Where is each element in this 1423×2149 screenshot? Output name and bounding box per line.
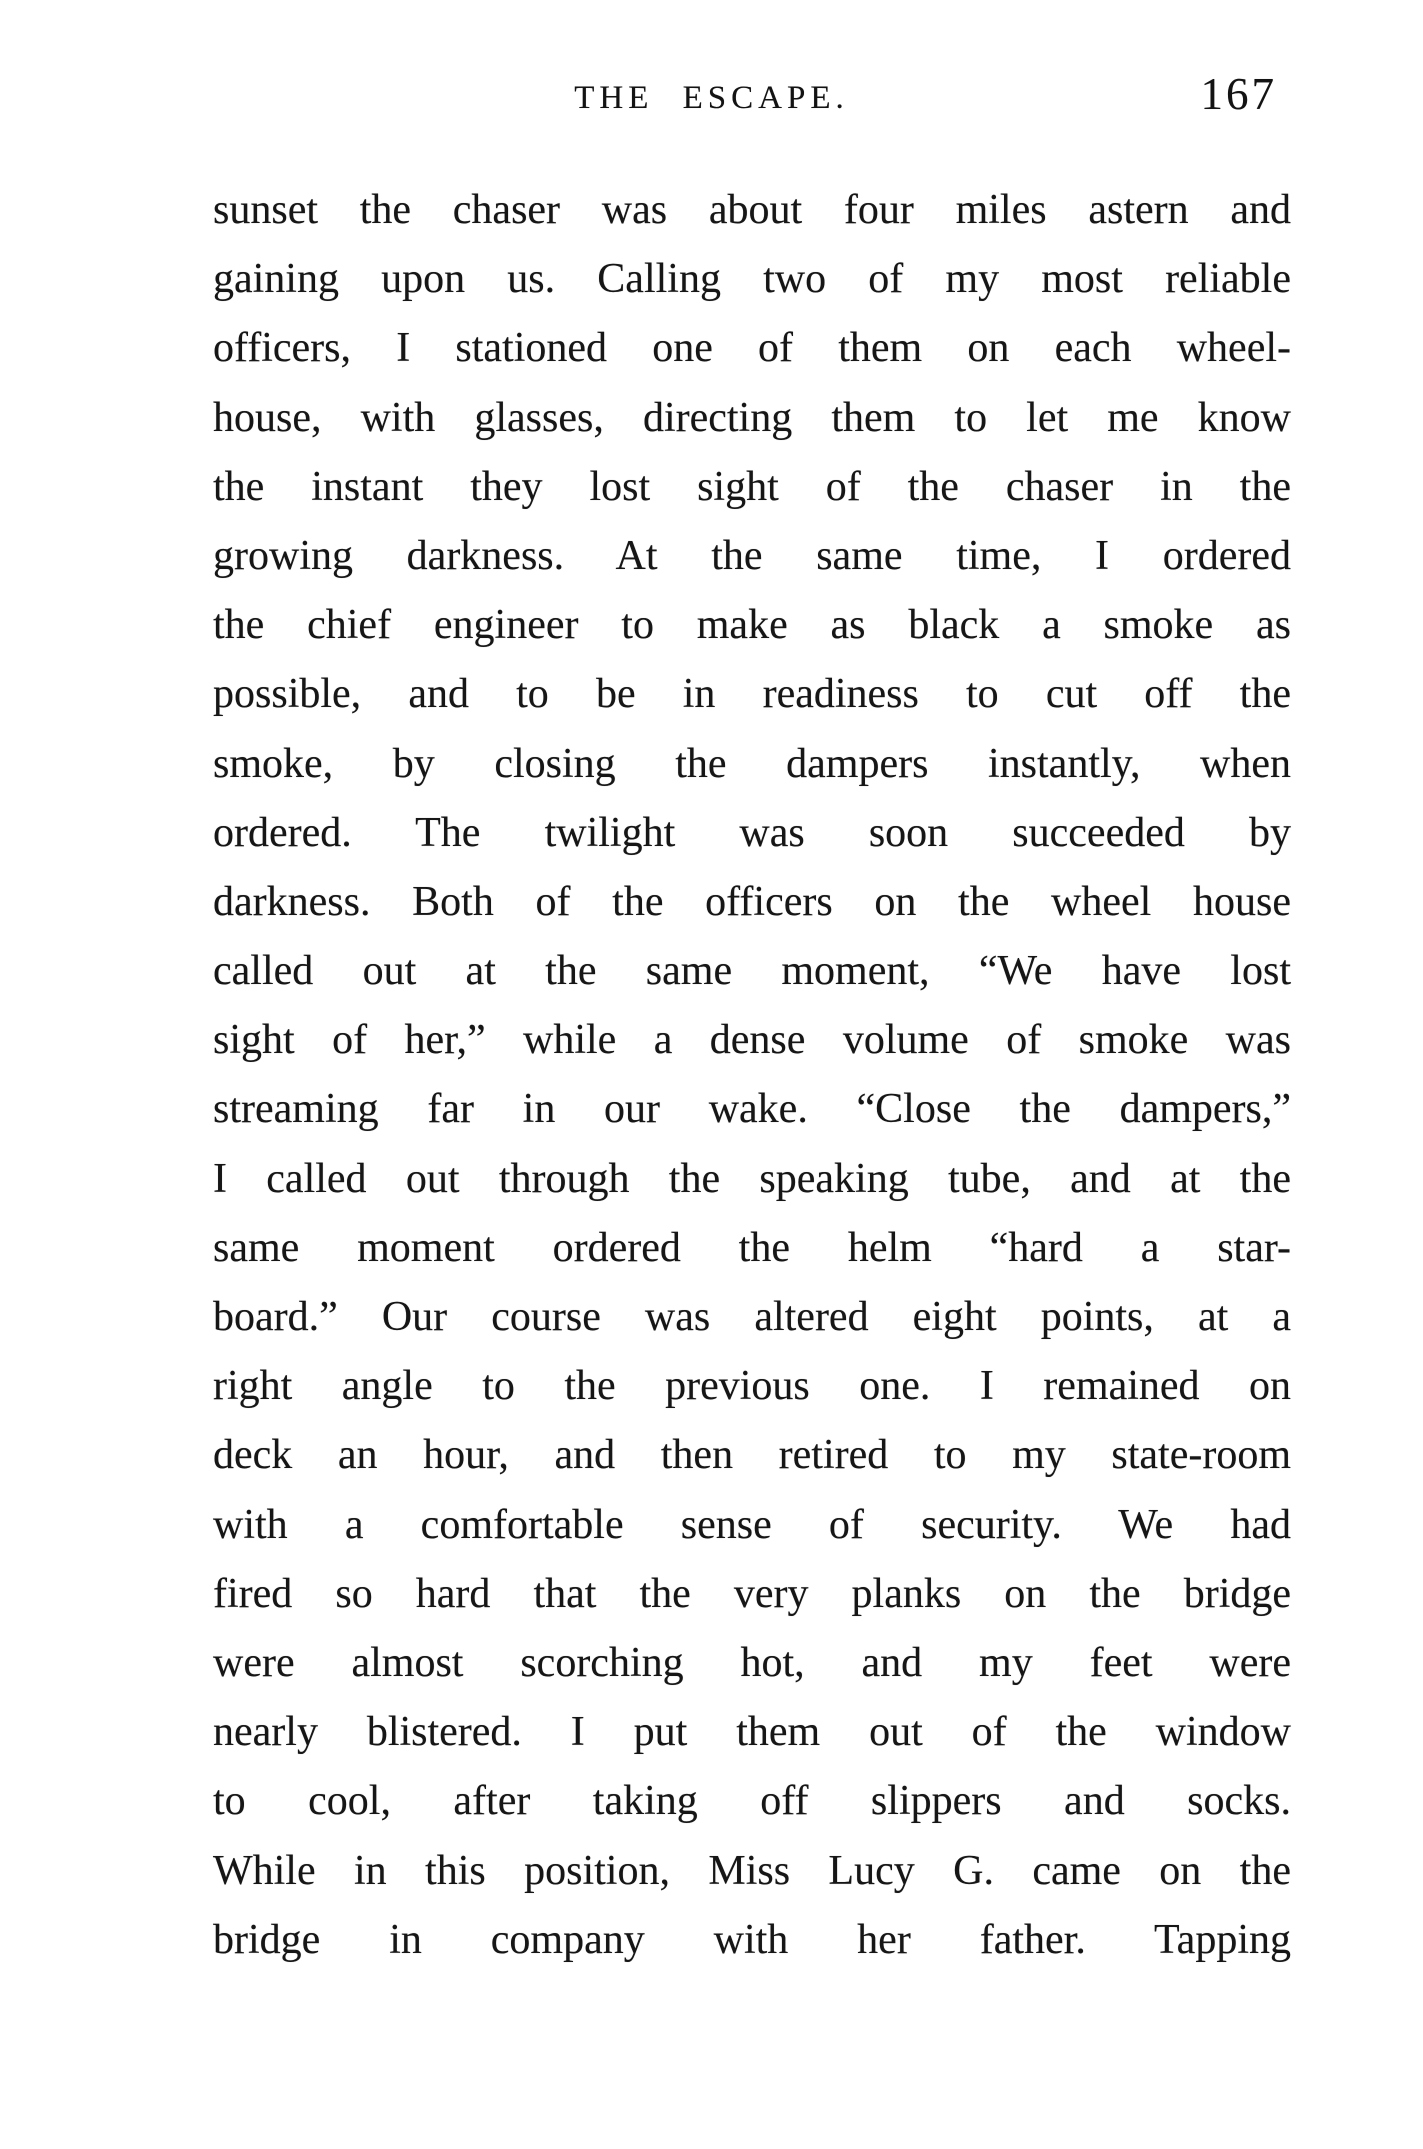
- text-line-4: house, with glasses, directing them to let me know: [213, 394, 1291, 441]
- text-line-12: called out at the same moment, “We have lost: [213, 948, 1291, 995]
- text-line-16: same moment ordered the helm “hard a star-: [213, 1224, 1291, 1271]
- text-line-22: were almost scorching hot, and my feet were: [213, 1639, 1291, 1686]
- running-title: THE ESCAPE.: [574, 80, 849, 116]
- text-line-23: nearly blistered. I put them out of the window: [213, 1709, 1291, 1756]
- text-line-19: deck an hour, and then retired to my state-room: [213, 1432, 1291, 1479]
- text-line-8: possible, and to be in readiness to cut off the: [213, 671, 1291, 718]
- text-line-10: ordered. The twilight was soon succeeded by: [213, 809, 1291, 856]
- text-line-3: officers, I stationed one of them on each wheel-: [213, 325, 1291, 372]
- text-line-1: sunset the chaser was about four miles astern and: [213, 187, 1291, 233]
- text-line-7: the chief engineer to make as black a smoke as: [213, 602, 1291, 649]
- text-line-24: to cool, after taking off slippers and socks.: [213, 1778, 1291, 1825]
- text-line-26: bridge in company with her father. Tapping: [213, 1916, 1291, 1963]
- page-header: [0, 0, 1423, 130]
- body-text: [213, 176, 1291, 1975]
- text-line-21: fired so hard that the very planks on the bridge: [213, 1570, 1291, 1617]
- text-line-25: While in this position, Miss Lucy G. came on the: [213, 1847, 1291, 1894]
- text-line-2: gaining upon us. Calling two of my most reliable: [213, 256, 1291, 303]
- text-line-11: darkness. Both of the officers on the wheel house: [213, 878, 1291, 925]
- page-number: 167: [1200, 69, 1277, 119]
- text-line-18: right angle to the previous one. I remained on: [213, 1363, 1291, 1410]
- text-line-17: board.” Our course was altered eight points, at a: [213, 1294, 1291, 1340]
- text-line-20: with a comfortable sense of security. We had: [213, 1501, 1291, 1548]
- text-line-9: smoke, by closing the dampers instantly, when: [213, 740, 1291, 787]
- text-line-13: sight of her,” while a dense volume of smoke was: [213, 1017, 1291, 1064]
- text-line-5: the instant they lost sight of the chaser in the: [213, 463, 1291, 510]
- text-line-15: I called out through the speaking tube, and at the: [213, 1155, 1291, 1202]
- text-line-14: streaming far in our wake. “Close the dampers,”: [213, 1086, 1291, 1133]
- text-line-6: growing darkness. At the same time, I ordered: [213, 532, 1291, 579]
